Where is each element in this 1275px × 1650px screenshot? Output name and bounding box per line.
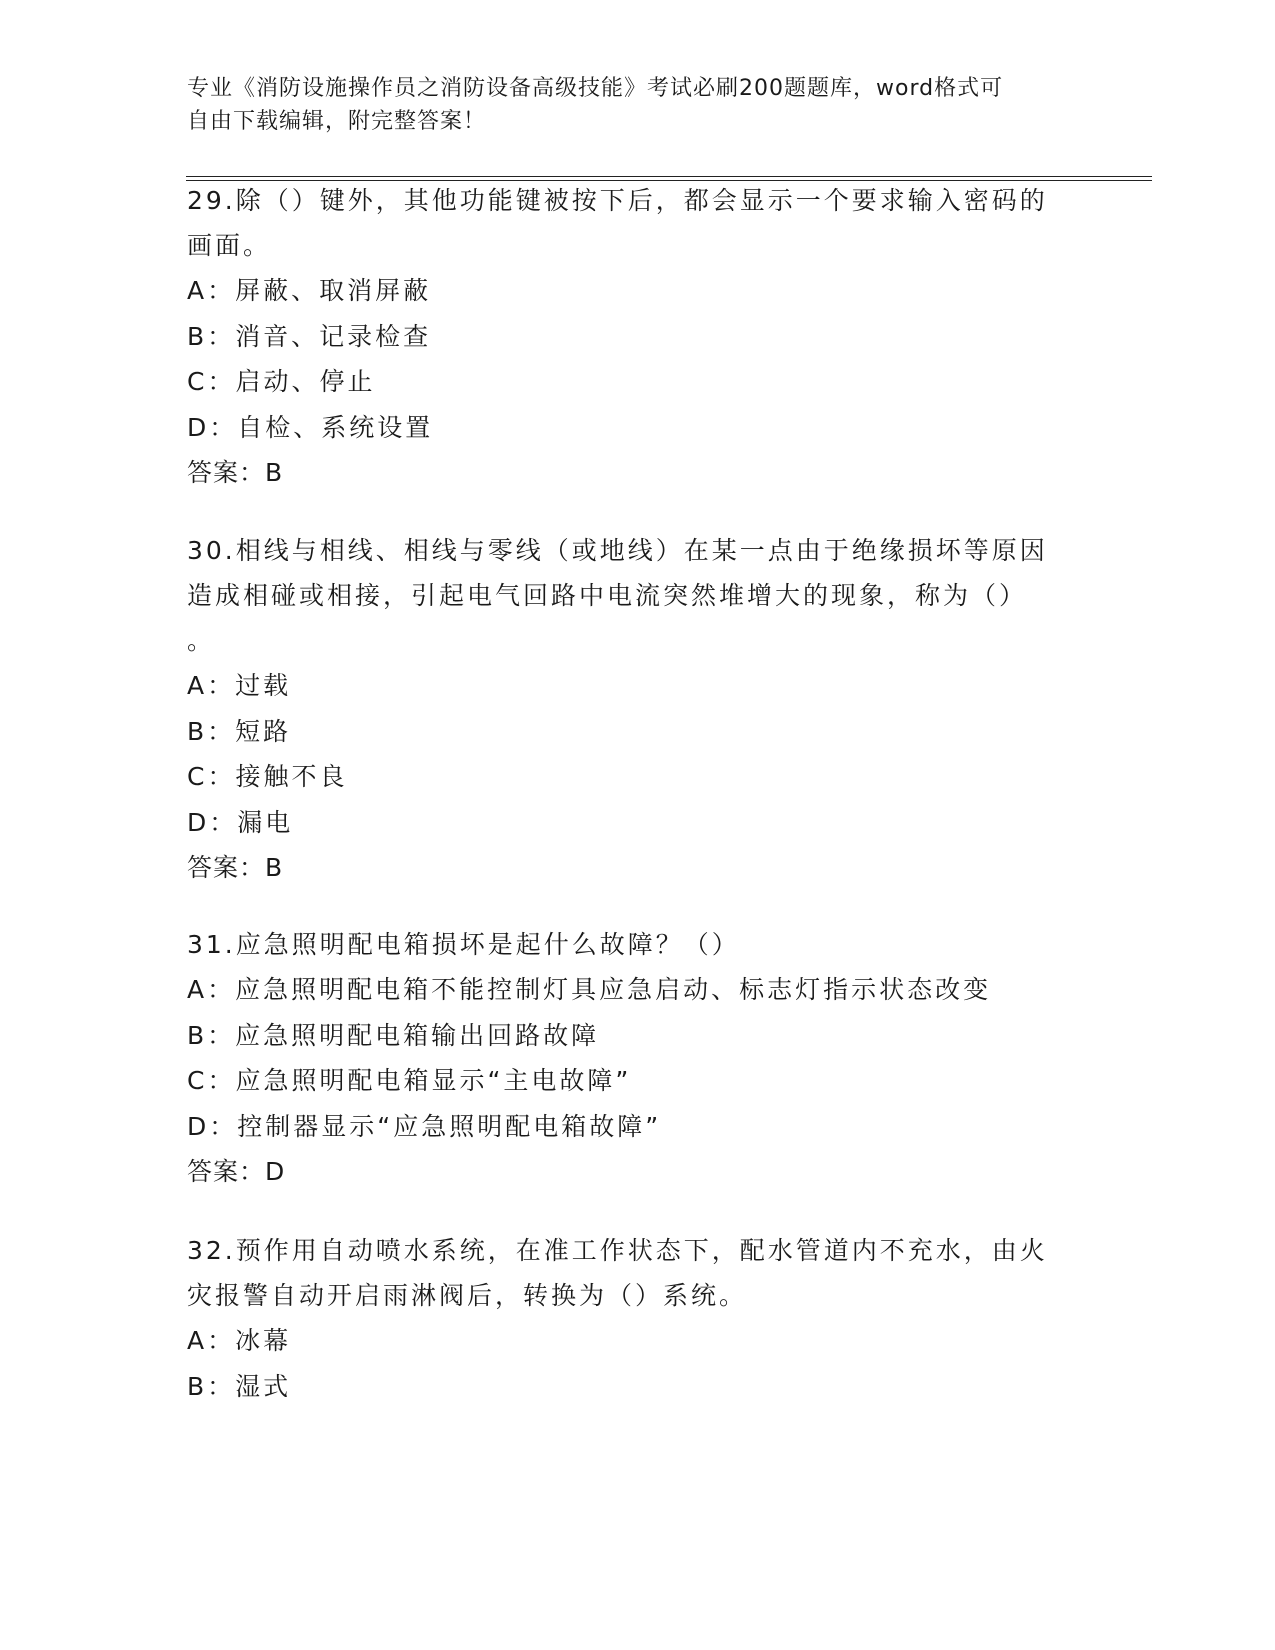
question-stem-line: 32.预作用自动喷水系统，在准工作状态下，配水管道内不充水，由火 — [187, 1236, 1048, 1265]
option-a: A：过载 — [187, 671, 292, 700]
option-d: D：自检、系统设置 — [187, 412, 434, 442]
header-line-2: 自由下载编辑，附完整答案！ — [187, 109, 487, 134]
option-a: A：应急照明配电箱不能控制灯具应急启动、标志灯指示状态改变 — [187, 975, 992, 1004]
question-stem-line: 画面。 — [187, 231, 272, 260]
option-d: D：漏电 — [187, 807, 294, 837]
question-stem-line: 29.除（）键外，其他功能键被按下后，都会显示一个要求输入密码的 — [187, 186, 1048, 215]
option-c: C：应急照明配电箱显示“主电故障” — [187, 1066, 632, 1095]
option-c: C：接触不良 — [187, 762, 348, 791]
answer: 答案：B — [187, 853, 284, 882]
answer: 答案：B — [187, 458, 284, 487]
option-c: C：启动、停止 — [187, 367, 376, 396]
option-b: B：湿式 — [187, 1371, 292, 1401]
question-30 — [187, 528, 1087, 890]
option-b: B：应急照明配电箱输出回路故障 — [187, 1020, 600, 1050]
question-stem-line: 。 — [187, 626, 216, 655]
question-29 — [187, 178, 1087, 495]
option-a: A：屏蔽、取消屏蔽 — [187, 276, 432, 305]
question-stem-line: 造成相碰或相接，引起电气回路中电流突然堆增大的现象，称为（） — [187, 581, 1028, 610]
option-b: B：短路 — [187, 716, 292, 746]
option-a: A：冰幕 — [187, 1326, 292, 1355]
question-31 — [187, 922, 1087, 1194]
document-header — [187, 72, 1087, 138]
question-stem-line: 30.相线与相线、相线与零线（或地线）在某一点由于绝缘损坏等原因 — [187, 536, 1048, 565]
header-line-1: 专业《消防设施操作员之消防设备高级技能》考试必刷200题题库，word格式可 — [187, 76, 1004, 101]
question-32 — [187, 1228, 1087, 1409]
question-stem-line: 灾报警自动开启雨淋阀后，转换为（）系统。 — [187, 1281, 748, 1310]
answer: 答案：D — [187, 1157, 286, 1186]
question-stem-line: 31.应急照明配电箱损坏是起什么故障？（） — [187, 930, 740, 959]
option-b: B：消音、记录检查 — [187, 321, 432, 351]
option-d: D：控制器显示“应急照明配电箱故障” — [187, 1111, 662, 1141]
